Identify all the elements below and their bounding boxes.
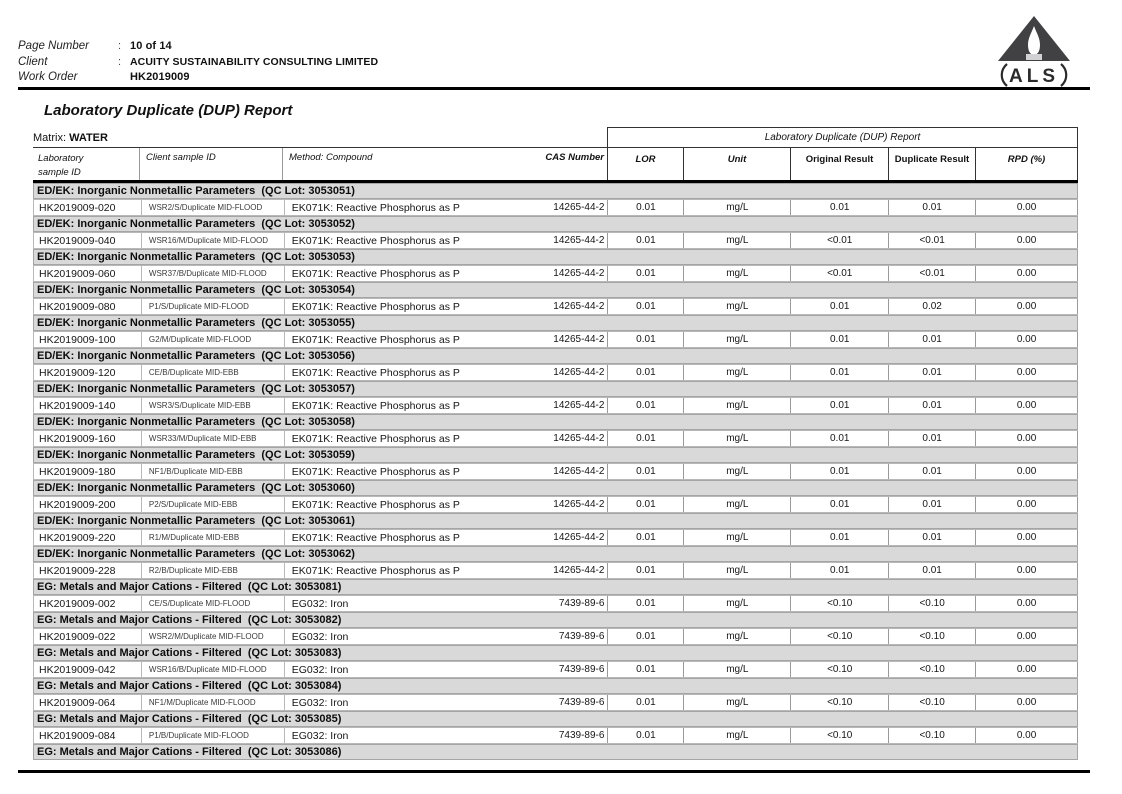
page-number-row xyxy=(18,40,378,56)
cell-method: EK071K: Reactive Phosphorus as P xyxy=(284,200,514,215)
cell-original: 0.01 xyxy=(790,365,888,380)
cell-cas: 14265-44-2 xyxy=(553,400,605,411)
cell-lab-id: HK2019009-160 xyxy=(39,432,116,445)
cell-client-id: WSR33/M/Duplicate MID-EBB xyxy=(141,431,284,446)
cell-lor: 0.01 xyxy=(607,266,683,281)
cell-cas: 14265-44-2 xyxy=(553,532,605,543)
work-order-value: HK2019009 xyxy=(130,71,190,83)
cell-duplicate: <0.10 xyxy=(888,662,975,677)
cell-unit: mg/L xyxy=(683,200,790,215)
cell-original: <0.10 xyxy=(790,596,888,611)
cell-client-id: R2/B/Duplicate MID-EBB xyxy=(141,563,284,578)
cell-lab-id: HK2019009-228 xyxy=(39,564,116,577)
cell-original: 0.01 xyxy=(790,332,888,347)
cell-rpd: 0.00 xyxy=(975,629,1078,644)
cell-method: EG032: Iron xyxy=(284,596,514,611)
cell-lor: 0.01 xyxy=(607,200,683,215)
cell-duplicate: 0.01 xyxy=(888,365,975,380)
cell-method: EK071K: Reactive Phosphorus as P xyxy=(284,431,514,446)
cell-unit: mg/L xyxy=(683,629,790,644)
cell-original: 0.01 xyxy=(790,299,888,314)
section-header: EG: Metals and Major Cations - Filtered (QC Lot: 3053085) xyxy=(33,711,1078,727)
cell-method: EG032: Iron xyxy=(284,728,514,743)
section-header: ED/EK: Inorganic Nonmetallic Parameters (QC Lot: 3053055) xyxy=(33,315,1078,331)
table-row xyxy=(33,430,1078,447)
table-row xyxy=(33,562,1078,579)
cell-unit: mg/L xyxy=(683,299,790,314)
cell-lor: 0.01 xyxy=(607,497,683,512)
cell-rpd: 0.00 xyxy=(975,299,1078,314)
cell-lor: 0.01 xyxy=(607,398,683,413)
cell-unit: mg/L xyxy=(683,563,790,578)
cell-lab-id: HK2019009-042 xyxy=(39,663,116,676)
cell-unit: mg/L xyxy=(683,332,790,347)
cell-client-id: CE/S/Duplicate MID-FLOOD xyxy=(141,596,284,611)
cell-duplicate: <0.10 xyxy=(888,596,975,611)
als-logo-icon xyxy=(995,14,1073,88)
cell-unit: mg/L xyxy=(683,530,790,545)
section-header: ED/EK: Inorganic Nonmetallic Parameters (QC Lot: 3053060) xyxy=(33,480,1078,496)
cell-client-id: WSR16/B/Duplicate MID-FLOOD xyxy=(141,662,284,677)
cell-lor: 0.01 xyxy=(607,464,683,479)
cell-lab-id: HK2019009-060 xyxy=(39,267,116,280)
section-header: ED/EK: Inorganic Nonmetallic Parameters (QC Lot: 3053053) xyxy=(33,249,1078,265)
cell-lor: 0.01 xyxy=(607,332,683,347)
cell-rpd: 0.00 xyxy=(975,332,1078,347)
cell-unit: mg/L xyxy=(683,728,790,743)
cell-duplicate: 0.01 xyxy=(888,431,975,446)
cell-rpd: 0.00 xyxy=(975,200,1078,215)
cell-cas: 7439-89-6 xyxy=(558,664,605,675)
cell-original: 0.01 xyxy=(790,398,888,413)
cell-lab-id: HK2019009-064 xyxy=(39,696,116,709)
cell-original: 0.01 xyxy=(790,563,888,578)
cell-method: EK071K: Reactive Phosphorus as P xyxy=(284,233,514,248)
cell-rpd: 0.00 xyxy=(975,728,1078,743)
cell-duplicate: <0.10 xyxy=(888,728,975,743)
cell-cas: 7439-89-6 xyxy=(558,697,605,708)
page-title: Laboratory Duplicate (DUP) Report xyxy=(44,102,293,119)
cell-client-id: WSR37/B/Duplicate MID-FLOOD xyxy=(141,266,284,281)
table-sections xyxy=(33,183,1078,760)
cell-lor: 0.01 xyxy=(607,563,683,578)
cell-client-id: CE/B/Duplicate MID-EBB xyxy=(141,365,284,380)
cell-cas: 14265-44-2 xyxy=(553,499,605,510)
section-header: ED/EK: Inorganic Nonmetallic Parameters (QC Lot: 3053062) xyxy=(33,546,1078,562)
cell-lab-id: HK2019009-084 xyxy=(39,729,116,742)
cell-method: EG032: Iron xyxy=(284,629,514,644)
matrix-label: Matrix: xyxy=(33,132,66,144)
cell-original: <0.10 xyxy=(790,728,888,743)
section-header: EG: Metals and Major Cations - Filtered (QC Lot: 3053082) xyxy=(33,612,1078,628)
cell-lab-id: HK2019009-180 xyxy=(39,465,116,478)
table-group-header: Laboratory Duplicate (DUP) Report xyxy=(607,127,1078,147)
table-row xyxy=(33,496,1078,513)
cell-lor: 0.01 xyxy=(607,431,683,446)
table-row xyxy=(33,529,1078,546)
section-header: ED/EK: Inorganic Nonmetallic Parameters (QC Lot: 3053059) xyxy=(33,447,1078,463)
table-row xyxy=(33,232,1078,249)
cell-duplicate: 0.01 xyxy=(888,497,975,512)
cell-lor: 0.01 xyxy=(607,365,683,380)
cell-rpd: 0.00 xyxy=(975,695,1078,710)
col-header-rpd: RPD (%) xyxy=(975,148,1078,180)
cell-cas: 7439-89-6 xyxy=(558,631,605,642)
cell-original: <0.10 xyxy=(790,662,888,677)
cell-client-id: NF1/B/Duplicate MID-EBB xyxy=(141,464,284,479)
cell-cas: 7439-89-6 xyxy=(558,598,605,609)
cell-unit: mg/L xyxy=(683,365,790,380)
cell-method: EK071K: Reactive Phosphorus as P xyxy=(284,266,514,281)
cell-rpd: 0.00 xyxy=(975,497,1078,512)
cell-method: EK071K: Reactive Phosphorus as P xyxy=(284,365,514,380)
cell-duplicate: 0.01 xyxy=(888,200,975,215)
cell-rpd: 0.00 xyxy=(975,563,1078,578)
cell-duplicate: 0.01 xyxy=(888,530,975,545)
cell-lab-id: HK2019009-220 xyxy=(39,531,116,544)
cell-client-id: R1/M/Duplicate MID-EBB xyxy=(141,530,284,545)
cell-method: EK071K: Reactive Phosphorus as P xyxy=(284,398,514,413)
cell-lor: 0.01 xyxy=(607,530,683,545)
cell-rpd: 0.00 xyxy=(975,365,1078,380)
cell-duplicate: <0.01 xyxy=(888,233,975,248)
work-order-row xyxy=(18,71,378,87)
cell-lor: 0.01 xyxy=(607,662,683,677)
cell-method: EK071K: Reactive Phosphorus as P xyxy=(284,563,514,578)
als-logo-text: ALS xyxy=(1009,66,1059,87)
cell-method: EK071K: Reactive Phosphorus as P xyxy=(284,299,514,314)
cell-unit: mg/L xyxy=(683,596,790,611)
table-row xyxy=(33,463,1078,480)
als-logo xyxy=(995,14,1073,88)
cell-duplicate: 0.01 xyxy=(888,332,975,347)
table-row xyxy=(33,694,1078,711)
cell-method: EK071K: Reactive Phosphorus as P xyxy=(284,530,514,545)
cell-lor: 0.01 xyxy=(607,233,683,248)
cell-rpd: 0.00 xyxy=(975,266,1078,281)
cell-cas: 14265-44-2 xyxy=(553,565,605,576)
section-header: ED/EK: Inorganic Nonmetallic Parameters (QC Lot: 3053054) xyxy=(33,282,1078,298)
cell-cas: 7439-89-6 xyxy=(558,730,605,741)
cell-original: 0.01 xyxy=(790,497,888,512)
cell-rpd: 0.00 xyxy=(975,530,1078,545)
table-row xyxy=(33,661,1078,678)
cell-client-id: P2/S/Duplicate MID-EBB xyxy=(141,497,284,512)
table-row xyxy=(33,331,1078,348)
cell-duplicate: 0.01 xyxy=(888,563,975,578)
colon: : xyxy=(118,55,122,68)
cell-method: EK071K: Reactive Phosphorus as P xyxy=(284,497,514,512)
cell-client-id: G2/M/Duplicate MID-FLOOD xyxy=(141,332,284,347)
table-row xyxy=(33,265,1078,282)
colon: : xyxy=(118,40,122,52)
cell-unit: mg/L xyxy=(683,431,790,446)
cell-unit: mg/L xyxy=(683,662,790,677)
cell-cas: 14265-44-2 xyxy=(553,367,605,378)
client-label: Client xyxy=(18,55,48,68)
section-header: ED/EK: Inorganic Nonmetallic Parameters (QC Lot: 3053051) xyxy=(33,183,1078,199)
cell-cas: 14265-44-2 xyxy=(553,433,605,444)
cell-unit: mg/L xyxy=(683,695,790,710)
footer-rule xyxy=(18,770,1090,773)
matrix-value: WATER xyxy=(69,132,108,144)
cell-cas: 14265-44-2 xyxy=(553,334,605,345)
section-header: ED/EK: Inorganic Nonmetallic Parameters (QC Lot: 3053057) xyxy=(33,381,1078,397)
cell-cas: 14265-44-2 xyxy=(553,268,605,279)
cell-rpd: 0.00 xyxy=(975,431,1078,446)
section-header: EG: Metals and Major Cations - Filtered (QC Lot: 3053086) xyxy=(33,744,1078,760)
cell-original: <0.10 xyxy=(790,695,888,710)
cell-unit: mg/L xyxy=(683,233,790,248)
cell-cas: 14265-44-2 xyxy=(553,202,605,213)
cell-unit: mg/L xyxy=(683,398,790,413)
header-rule xyxy=(18,87,1090,90)
col-header-cas-number: CAS Number xyxy=(545,152,604,163)
page-number-label: Page Number xyxy=(18,40,89,52)
cell-duplicate: 0.02 xyxy=(888,299,975,314)
cell-lab-id: HK2019009-002 xyxy=(39,597,116,610)
cell-duplicate: <0.01 xyxy=(888,266,975,281)
cell-lab-id: HK2019009-080 xyxy=(39,300,116,313)
cell-lor: 0.01 xyxy=(607,629,683,644)
cell-lab-id: HK2019009-200 xyxy=(39,498,116,511)
cell-lor: 0.01 xyxy=(607,728,683,743)
cell-original: 0.01 xyxy=(790,464,888,479)
client-row xyxy=(18,56,378,72)
table-row xyxy=(33,298,1078,315)
cell-duplicate: 0.01 xyxy=(888,464,975,479)
cell-client-id: WSR2/S/Duplicate MID-FLOOD xyxy=(141,200,284,215)
cell-original: 0.01 xyxy=(790,530,888,545)
table-column-headers xyxy=(33,147,1078,183)
page-header xyxy=(18,40,378,87)
col-header-duplicate-result: Duplicate Result xyxy=(888,148,975,180)
cell-original: <0.01 xyxy=(790,233,888,248)
cell-client-id: WSR3/S/Duplicate MID-EBB xyxy=(141,398,284,413)
dup-report-table xyxy=(33,127,1078,760)
col-header-lab-sample-id xyxy=(33,148,140,180)
cell-rpd: 0.00 xyxy=(975,662,1078,677)
cell-lor: 0.01 xyxy=(607,695,683,710)
cell-unit: mg/L xyxy=(683,464,790,479)
table-row xyxy=(33,199,1078,216)
cell-client-id: P1/B/Duplicate MID-FLOOD xyxy=(141,728,284,743)
cell-unit: mg/L xyxy=(683,497,790,512)
section-header: ED/EK: Inorganic Nonmetallic Parameters (QC Lot: 3053058) xyxy=(33,414,1078,430)
cell-method: EG032: Iron xyxy=(284,695,514,710)
cell-method: EK071K: Reactive Phosphorus as P xyxy=(284,332,514,347)
col-header-original-result: Original Result xyxy=(790,148,888,180)
cell-unit: mg/L xyxy=(683,266,790,281)
cell-client-id: P1/S/Duplicate MID-FLOOD xyxy=(141,299,284,314)
cell-cas: 14265-44-2 xyxy=(553,235,605,246)
section-header: ED/EK: Inorganic Nonmetallic Parameters (QC Lot: 3053056) xyxy=(33,348,1078,364)
cell-original: 0.01 xyxy=(790,431,888,446)
work-order-label: Work Order xyxy=(18,71,78,83)
cell-lab-id: HK2019009-040 xyxy=(39,234,116,247)
cell-cas: 14265-44-2 xyxy=(553,301,605,312)
table-row xyxy=(33,595,1078,612)
col-header-unit: Unit xyxy=(683,148,790,180)
cell-lab-id: HK2019009-100 xyxy=(39,333,116,346)
cell-client-id: WSR16/M/Duplicate MID-FLOOD xyxy=(141,233,284,248)
cell-client-id: NF1/M/Duplicate MID-FLOOD xyxy=(141,695,284,710)
page-number-value: 10 of 14 xyxy=(130,40,172,52)
section-header: ED/EK: Inorganic Nonmetallic Parameters (QC Lot: 3053052) xyxy=(33,216,1078,232)
cell-lab-id: HK2019009-120 xyxy=(39,366,116,379)
cell-rpd: 0.00 xyxy=(975,464,1078,479)
cell-method: EG032: Iron xyxy=(284,662,514,677)
cell-client-id: WSR2/M/Duplicate MID-FLOOD xyxy=(141,629,284,644)
cell-rpd: 0.00 xyxy=(975,596,1078,611)
cell-method: EK071K: Reactive Phosphorus as P xyxy=(284,464,514,479)
cell-rpd: 0.00 xyxy=(975,398,1078,413)
section-header: EG: Metals and Major Cations - Filtered (QC Lot: 3053083) xyxy=(33,645,1078,661)
section-header: EG: Metals and Major Cations - Filtered (QC Lot: 3053084) xyxy=(33,678,1078,694)
cell-original: <0.10 xyxy=(790,629,888,644)
cell-lab-id: HK2019009-140 xyxy=(39,399,116,412)
cell-lor: 0.01 xyxy=(607,299,683,314)
cell-duplicate: <0.10 xyxy=(888,629,975,644)
table-row xyxy=(33,727,1078,744)
cell-lor: 0.01 xyxy=(607,596,683,611)
cell-cas: 14265-44-2 xyxy=(553,466,605,477)
cell-duplicate: <0.10 xyxy=(888,695,975,710)
table-row xyxy=(33,364,1078,381)
cell-lab-id: HK2019009-020 xyxy=(39,201,116,214)
cell-lab-id: HK2019009-022 xyxy=(39,630,116,643)
section-header: EG: Metals and Major Cations - Filtered (QC Lot: 3053081) xyxy=(33,579,1078,595)
cell-duplicate: 0.01 xyxy=(888,398,975,413)
client-value: ACUITY SUSTAINABILITY CONSULTING LIMITED xyxy=(130,55,379,68)
cell-rpd: 0.00 xyxy=(975,233,1078,248)
table-row xyxy=(33,397,1078,414)
col-header-lab-line1: Laboratory xyxy=(38,153,84,164)
col-header-lor: LOR xyxy=(607,148,683,180)
col-header-method-compound: Method: Compound xyxy=(289,152,373,163)
col-header-lab-line2: sample ID xyxy=(38,167,81,178)
section-header: ED/EK: Inorganic Nonmetallic Parameters (QC Lot: 3053061) xyxy=(33,513,1078,529)
table-row xyxy=(33,628,1078,645)
cell-original: <0.01 xyxy=(790,266,888,281)
cell-original: 0.01 xyxy=(790,200,888,215)
col-header-client-sample-id: Client sample ID xyxy=(140,148,283,180)
